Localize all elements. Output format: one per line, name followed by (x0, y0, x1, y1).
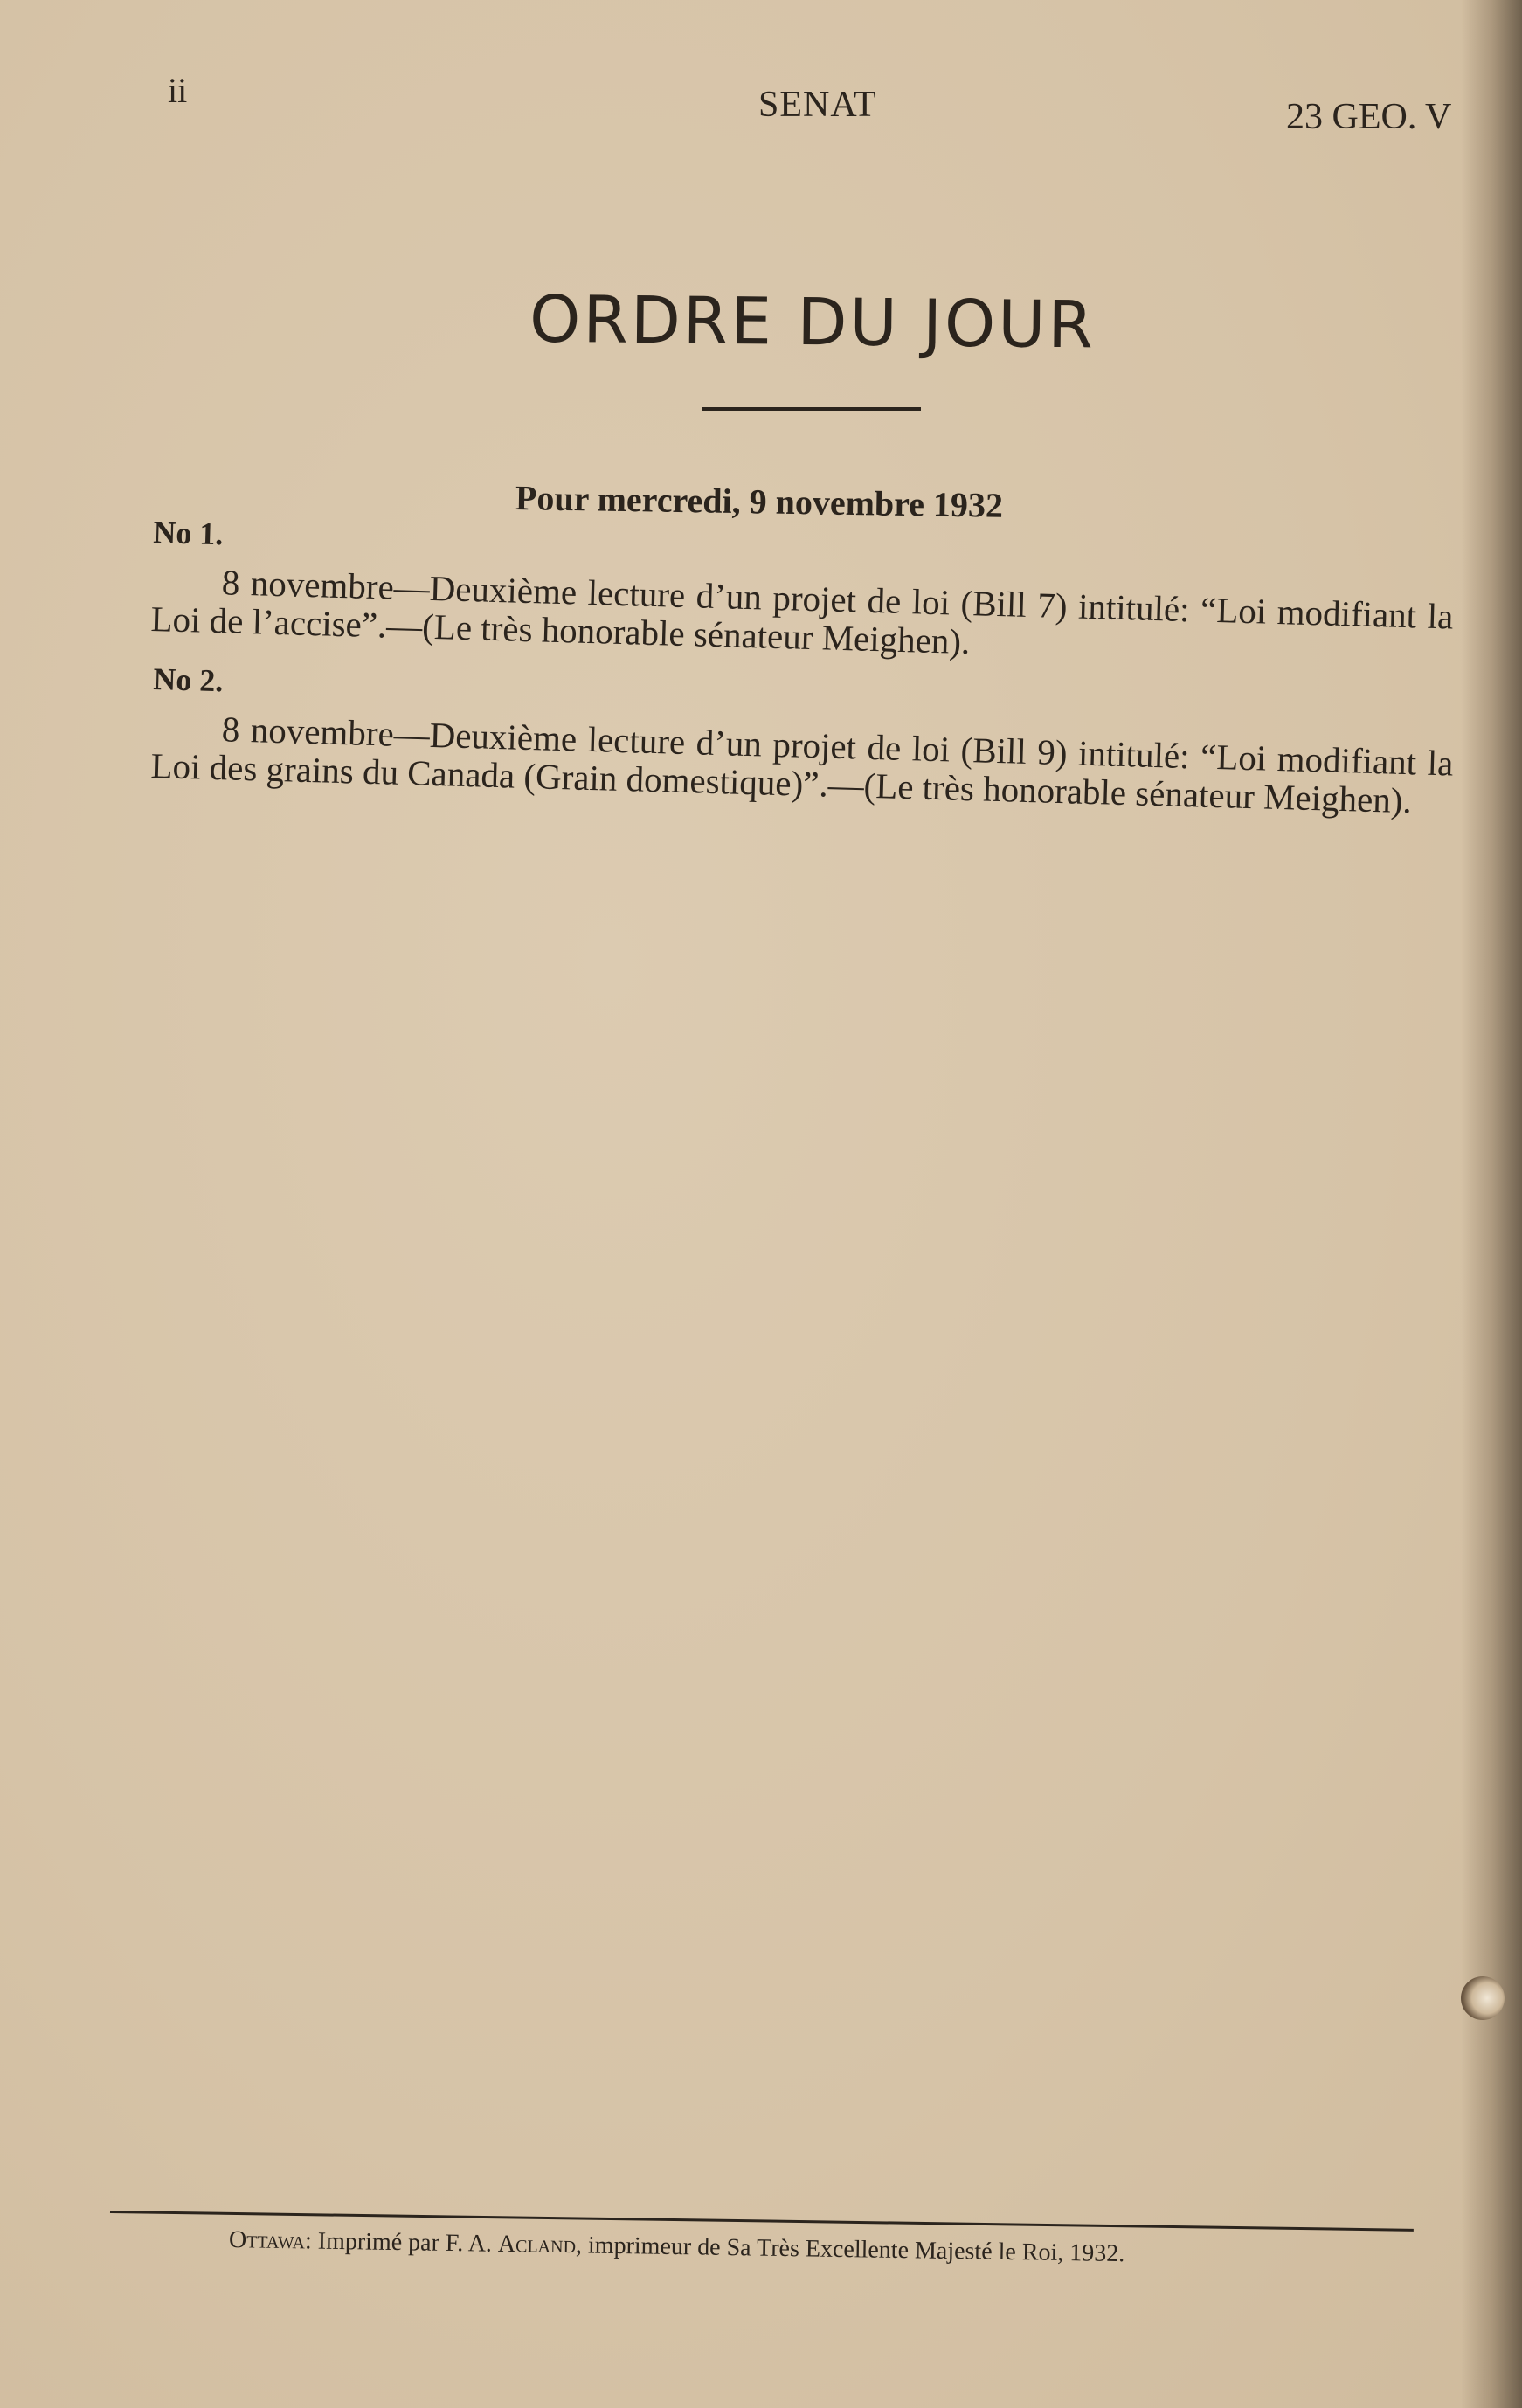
page-number: ii (168, 71, 188, 110)
printer-imprint (229, 2226, 1125, 2268)
imprint-city: Ottawa (228, 2226, 306, 2255)
page-title: ORDRE DU JOUR (529, 281, 1097, 363)
agenda-item-number: No 1. (152, 514, 224, 552)
agenda-item-text: 8 novembre—Deuxième lecture d’un projet de loi (Bill 7) intitulé: “Loi modifiant la Loi de l’accise”.—(Le très honorable sénateur Meighen). (150, 562, 1454, 662)
imprint-printer-name: Acland (497, 2230, 577, 2259)
date-heading: Pour mercredi, 9 novembre 1932 (515, 478, 1004, 525)
agenda-item (150, 514, 1463, 675)
agenda-item-number: No 2. (152, 661, 224, 699)
agenda-item (150, 661, 1463, 821)
running-head-chamber: SENAT (758, 85, 877, 125)
running-head-regnal-year: 23 GEO. V (1286, 97, 1452, 137)
title-divider (702, 407, 921, 411)
agenda-item-text: 8 novembre—Deuxième lecture d’un projet de loi (Bill 9) intitulé: “Loi modifiant la Loi des grains du Canada (Grain domestique)”.—(Le très honorable sénateur Meighen). (150, 709, 1454, 821)
imprint-text: : Imprimé par F. A. (304, 2227, 499, 2258)
page-header (0, 70, 1522, 140)
binding-hole (1461, 1976, 1505, 2020)
imprint-rest: , imprimeur de Sa Très Excellente Majesté le Roi, 1932. (575, 2232, 1125, 2268)
